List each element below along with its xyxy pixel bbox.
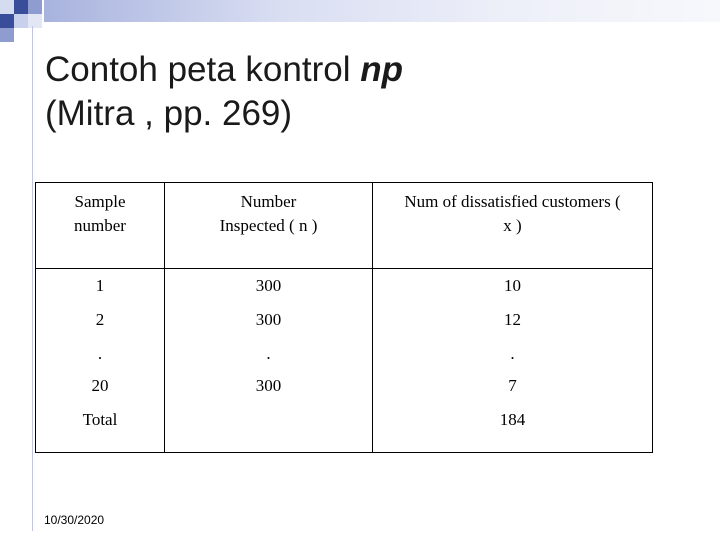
table-cell: 300 — [255, 310, 282, 329]
title-emphasis: np — [360, 50, 403, 89]
decor-square — [0, 0, 14, 14]
table-cell — [165, 403, 372, 437]
table-cell: 1 — [95, 276, 105, 295]
table-cell-total-label: Total — [82, 410, 118, 429]
decor-square — [0, 28, 14, 42]
decor-square — [28, 0, 42, 14]
decor-square — [14, 0, 28, 14]
table-cell-total-value: 184 — [499, 410, 526, 429]
table-cell: 20 — [91, 376, 109, 395]
side-rule — [32, 26, 33, 531]
header-cell-number-inspected: Number Inspected ( n ) — [219, 192, 318, 235]
decor-square — [14, 14, 28, 28]
title-line1: Contoh peta kontrol — [45, 50, 361, 89]
slide-date: 10/30/2020 — [44, 513, 105, 527]
slide-title — [45, 48, 403, 136]
header-cell-sample-number: Sample number — [74, 192, 126, 235]
table-cell: 300 — [255, 276, 282, 295]
table-cell: . — [97, 344, 103, 363]
header-band — [44, 0, 720, 22]
table-cell: . — [266, 344, 271, 363]
title-line2: (Mitra , pp. 269) — [45, 94, 293, 133]
table-cell: 2 — [95, 310, 105, 329]
table-cell: 7 — [508, 376, 517, 395]
header-cell-dissatisfied: Num of dissatisfied customers ( x ) — [404, 192, 621, 235]
data-table — [35, 182, 653, 453]
table-cell: 300 — [255, 376, 282, 395]
table-cell: 10 — [504, 276, 521, 295]
decor-square — [0, 14, 14, 28]
decor-square — [28, 14, 42, 28]
table-cell: . — [510, 344, 515, 363]
table-cell: 12 — [504, 310, 521, 329]
